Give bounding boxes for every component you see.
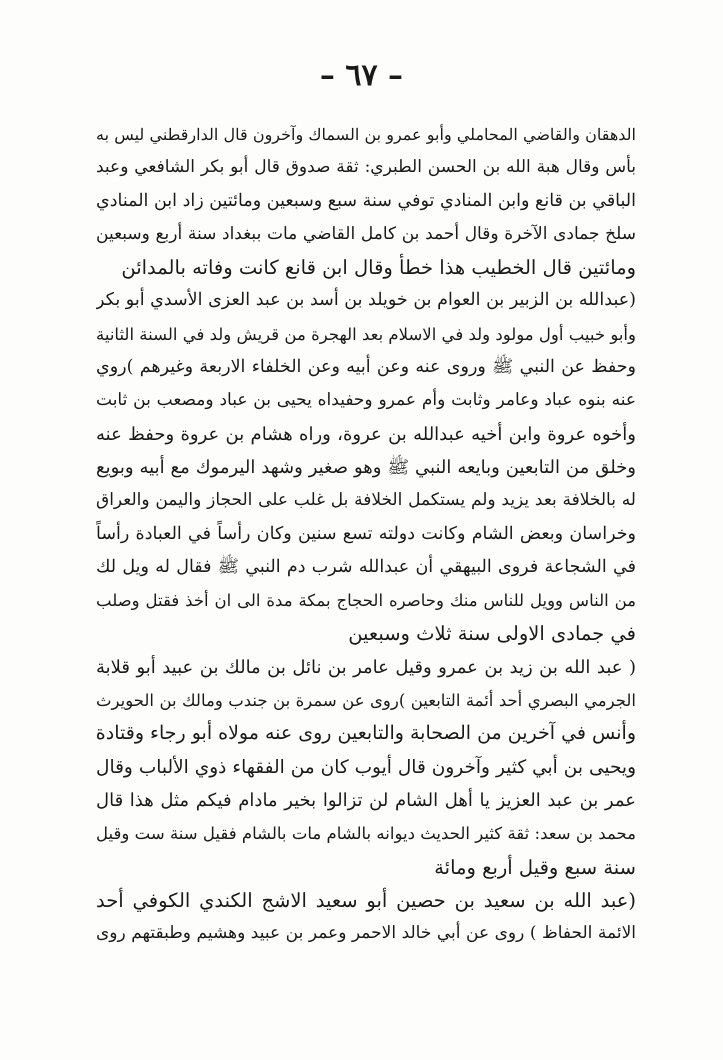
text-line: وأبو خبيب أول مولود ولد في الاسلام بعد الهجرة من قريش ولد في السنة الثانية <box>96 324 636 344</box>
text-line: الجرمي البصري أحد أئمة التابعين )روى عن سمرة بن جندب ومالك بن الحويرث <box>96 691 636 711</box>
text-line: عنه بنوه عباد وعامر وثابت وأم عمرو وحفيداه يحيى بن عباد ومصعب بن ثابت <box>96 390 636 411</box>
text-line: سلخ جمادى الآخرة وقال أحمد بن كامل القاضي مات ببغداد سنة أربع وسبعين <box>96 223 636 244</box>
text-line: عمر بن عبد العزيز يا أهل الشام لن تزالوا بخير مادام فيكم مثل هذا قال <box>96 789 636 811</box>
text-line: بأس وقال هبة الله بن الحسن الطبري: ثقة صدوق قال أبو بكر الشافعي وعبد <box>96 157 636 178</box>
text-line: من الناس وويل للناس منك وحاصره الحجاج بمكة مدة الى ان أخذ فقتل وصلب <box>96 591 636 611</box>
text-line: ( عبد الله بن زيد بن عمرو وقيل عامر بن نائل بن مالك بن عبيد أبو قلابة <box>96 656 636 678</box>
text-line: وأخوه عروة وابن أخيه عبدالله بن عروة، وراه هشام بن عروة وحفظ عنه <box>96 423 636 445</box>
text-line: (عبدالله بن الزبير بن العوام بن خويلد بن أسد بن عبد العزى الأسدي أبو بكر <box>96 290 636 311</box>
page-number: – ٦٧ – <box>319 58 404 93</box>
body-text <box>96 118 636 950</box>
text-line: (عبد الله بن سعيد بن حصين أبو سعيد الاشج الكندي الكوفي أحد <box>96 888 636 912</box>
text-line: وخلق من التابعين وبايعه النبي ﷺ وهو صغير وشهد اليرموك مع أبيه وبويع <box>96 456 636 478</box>
text-line: في جمادى الاولى سنة ثلاث وسبعين <box>348 622 636 646</box>
text-line: الباقي بن قانع وابن المنادي توفي سنة سبع وسبعين ومائتين زاد ابن المنادي <box>96 190 636 211</box>
text-line: ويحيى بن أبي كثير وآخرون قال أيوب كان من الفقهاء ذوي الألباب وقال <box>96 756 636 778</box>
text-line: الائمة الحفاظ ) روى عن أبي خالد الاحمر وعمر بن عبيد وهشيم وطبقتهم روى <box>96 923 636 944</box>
text-line: في الشجاعة فروى البيهقي أن عبدالله شرب دم النبي ﷺ فقال له ويل لك <box>96 556 636 577</box>
text-line: ومائتين قال الخطيب هذا خطأ وقال ابن قانع كانت وفاته بالمدائن <box>121 256 636 280</box>
text-line: له بالخلافة بعد يزيد ولم يستكمل الخلافة بل غلب على الحجاز واليمن والعراق <box>96 490 636 511</box>
text-line: محمد بن سعد: ثقة كثير الحديث ديوانه بالشام مات بالشام فقيل سنة ست وقيل <box>96 824 636 844</box>
text-line: الدهقان والقاضي المحاملي وأبو عمرو بن السماك وآخرون قال الدارقطني ليس به <box>96 125 636 144</box>
text-line: وخراسان وبعض الشام وكانت دولته تسع سنين وكان رأساً في العبادة رأساً <box>96 523 636 544</box>
text-line: وحفظ عن النبي ﷺ وروى عنه وعن أبيه وعن الخلفاء الاربعة وغيرهم )روي <box>96 357 636 378</box>
text-line: سنة سبع وقيل أربع ومائة <box>434 855 636 879</box>
text-line: وأنس في آخرين من الصحابة والتابعين روى عنه مولاه أبو رجاء وقتادة <box>96 722 636 745</box>
